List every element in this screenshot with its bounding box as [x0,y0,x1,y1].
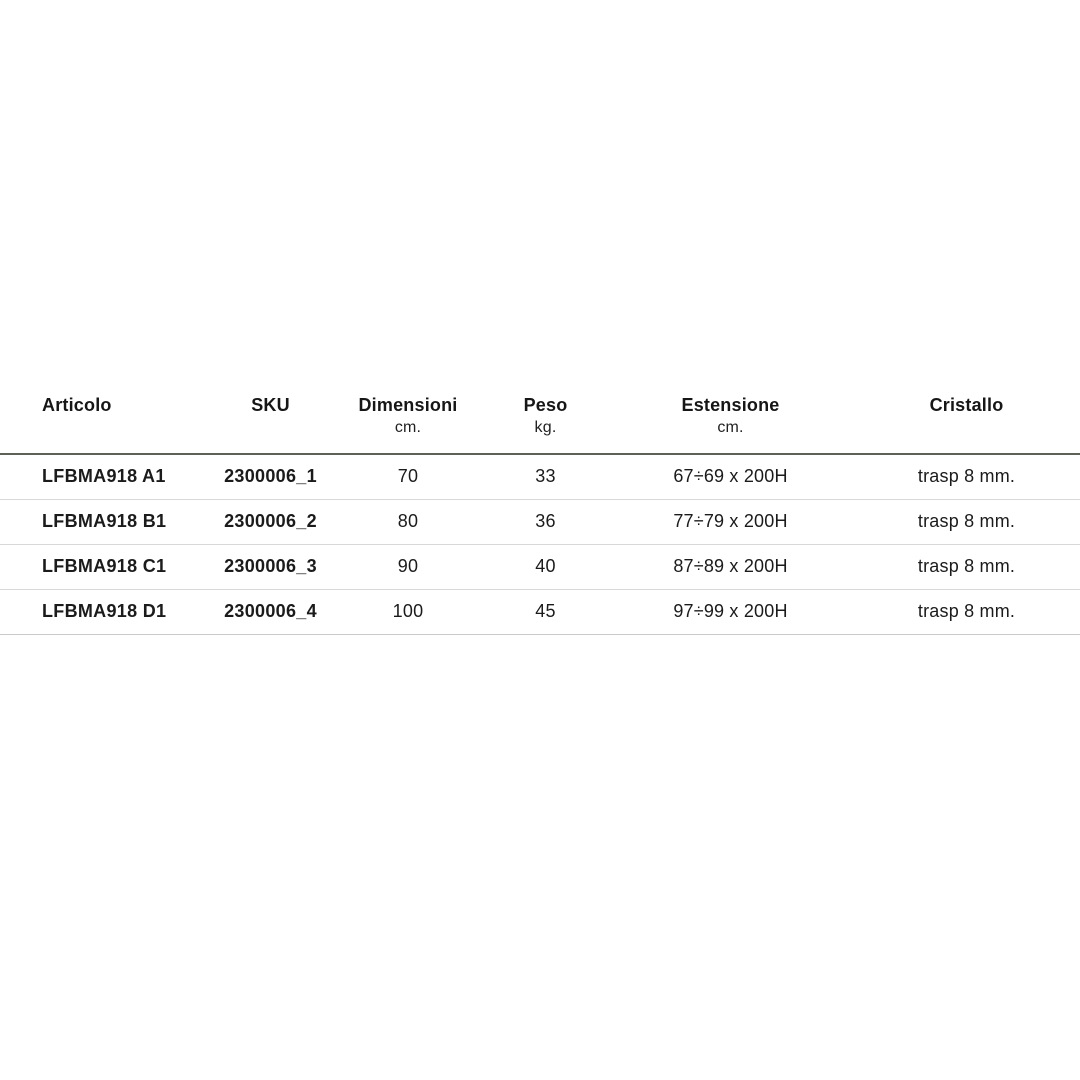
table-row [0,499,1080,544]
column-header-estensione [608,392,853,454]
cell-dimensioni: 100 [333,589,483,634]
cell-cristallo: trasp 8 mm. [853,454,1080,500]
cell-sku: 2300006_3 [208,544,333,589]
table-header [0,392,1080,454]
table-row [0,454,1080,500]
table-row [0,544,1080,589]
cell-articolo: LFBMA918 A1 [0,454,208,500]
column-header-dimensioni-label: Dimensioni [358,395,458,415]
column-header-cristallo-label: Cristallo [929,395,1004,415]
cell-estensione: 67÷69 x 200H [608,454,853,500]
cell-cristallo: trasp 8 mm. [853,589,1080,634]
column-header-articolo [0,392,208,454]
cell-articolo: LFBMA918 D1 [0,589,208,634]
column-header-sku [208,392,333,454]
cell-estensione: 77÷79 x 200H [608,499,853,544]
cell-peso: 36 [483,499,608,544]
column-header-dimensioni [333,392,483,454]
cell-estensione: 87÷89 x 200H [608,544,853,589]
cell-articolo: LFBMA918 B1 [0,499,208,544]
specifications-table [0,392,1080,635]
column-header-estensione-label: Estensione [681,395,780,415]
cell-dimensioni: 90 [333,544,483,589]
cell-peso: 40 [483,544,608,589]
cell-peso: 45 [483,589,608,634]
cell-dimensioni: 80 [333,499,483,544]
cell-peso: 33 [483,454,608,500]
cell-estensione: 97÷99 x 200H [608,589,853,634]
column-header-cristallo [853,392,1080,454]
cell-sku: 2300006_2 [208,499,333,544]
cell-sku: 2300006_4 [208,589,333,634]
column-header-articolo-label: Articolo [42,395,112,415]
cell-articolo: LFBMA918 C1 [0,544,208,589]
column-header-dimensioni-unit: cm. [394,419,422,437]
column-header-peso-unit: kg. [534,419,557,437]
table-row [0,589,1080,634]
column-header-peso [483,392,608,454]
table-body [0,454,1080,635]
column-header-sku-label: SKU [251,395,290,415]
cell-cristallo: trasp 8 mm. [853,544,1080,589]
cell-sku: 2300006_1 [208,454,333,500]
cell-dimensioni: 70 [333,454,483,500]
column-header-estensione-unit: cm. [717,419,744,437]
column-header-peso-label: Peso [523,395,568,415]
cell-cristallo: trasp 8 mm. [853,499,1080,544]
